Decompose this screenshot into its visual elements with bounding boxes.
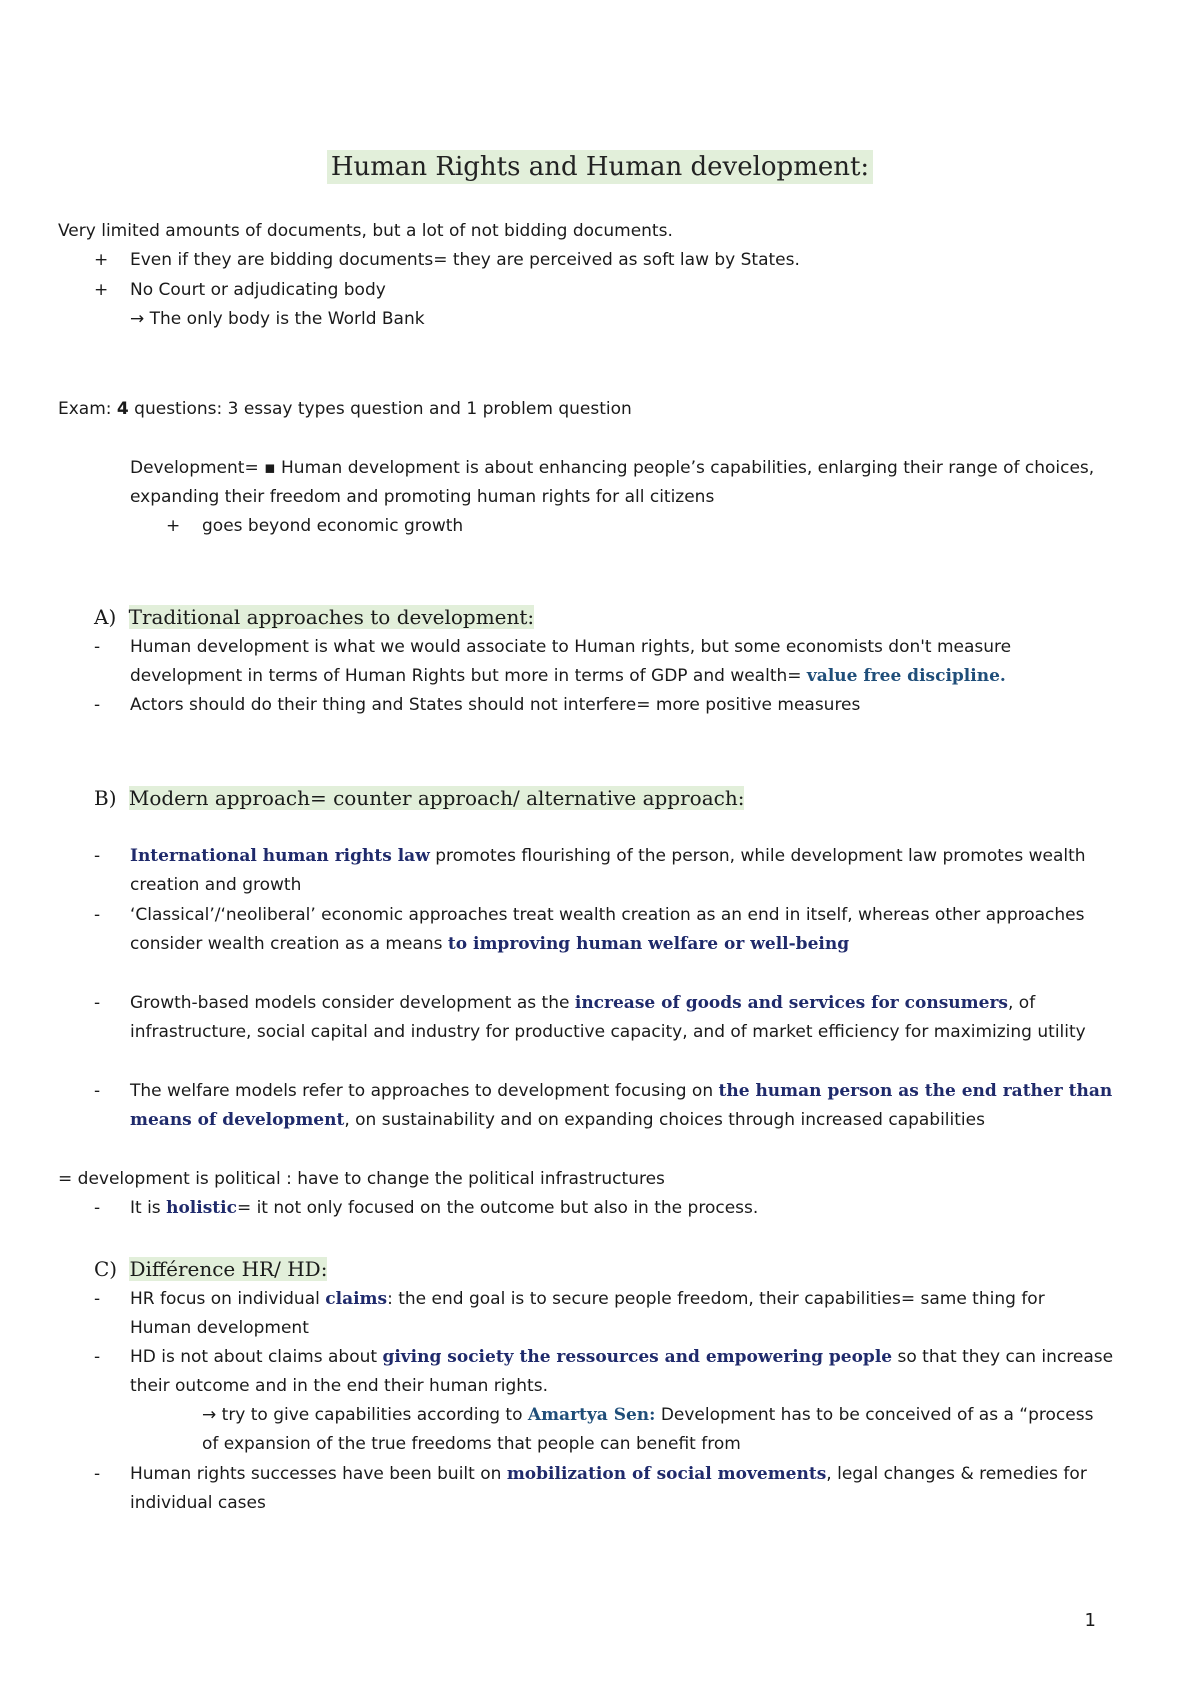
dash-marker: - (94, 1081, 101, 1101)
section-c-item-1-line-1 (130, 1285, 1045, 1314)
section-c-title: Différence HR/ HD: (129, 1257, 328, 1281)
section-c-arrow-line-2: of expansion of the true freedoms that people can benefit from (202, 1434, 741, 1454)
exam-label: Exam: (58, 399, 117, 419)
exam-number: 4 (116, 399, 129, 419)
intro-bullet-1: Even if they are bidding documents= they are perceived as soft law by States. (130, 250, 800, 270)
section-b-item-1-line-2: creation and growth (130, 875, 302, 895)
emphasis: giving society the ressources and empowering people (382, 1347, 893, 1367)
section-b-item-1-line-1 (130, 842, 1086, 871)
section-a-title: Traditional approaches to development: (128, 605, 535, 629)
section-b-item-3-line-2: infrastructure, social capital and industry for productive capacity, and of market efficiency for maximizing utility (130, 1022, 1086, 1042)
page-title: Human Rights and Human development: (327, 150, 873, 184)
intro-bullet-2: No Court or adjudicating body (130, 280, 386, 300)
section-a-heading (94, 603, 534, 631)
section-c-item-2-line-2: their outcome and in the end their human rights. (130, 1376, 548, 1396)
dash-marker: - (94, 846, 101, 866)
emphasis: Amartya Sen: (527, 1405, 656, 1425)
section-b-title: Modern approach= counter approach/ alternative approach: (128, 786, 745, 810)
section-b-item-3-line-1 (130, 989, 1035, 1018)
text: , on sustainability and on expanding choices through increased capabilities (344, 1110, 985, 1130)
bullet-plus: + (166, 516, 181, 536)
bullet-plus: + (94, 280, 109, 300)
text: Growth-based models consider development as the (130, 993, 575, 1013)
dash-marker: - (94, 695, 101, 715)
dash-marker: - (94, 1347, 101, 1367)
section-b-item-2-line-1: ‘Classical’/‘neoliberal’ economic approaches treat wealth creation as an end in itself, whereas other approaches (130, 905, 1085, 925)
text: The welfare models refer to approaches to development focusing on (130, 1081, 719, 1101)
text: → try to give capabilities according to (202, 1405, 528, 1425)
dash-marker: - (94, 905, 101, 925)
section-c-arrow-line-1 (202, 1401, 1093, 1430)
dash-marker: - (94, 1198, 101, 1218)
section-c-heading (94, 1255, 327, 1283)
text: HD is not about claims about (130, 1347, 383, 1367)
title-container (0, 150, 1200, 185)
text: promotes flourishing of the person, while development law promotes wealth (429, 846, 1086, 866)
dash-marker: - (94, 993, 101, 1013)
dash-marker: - (94, 1464, 101, 1484)
text: , of (1008, 993, 1036, 1013)
development-bullet: goes beyond economic growth (202, 516, 464, 536)
emphasis: the human person as the end rather than (718, 1081, 1113, 1101)
dash-marker: - (94, 1289, 101, 1309)
intro-line: Very limited amounts of documents, but a lot of not bidding documents. (58, 221, 673, 241)
section-c-item-2-line-1 (130, 1343, 1113, 1372)
political-line: = development is political : have to change the political infrastructures (58, 1169, 665, 1189)
section-b-item-4-line-1 (130, 1077, 1112, 1106)
text: : the end goal is to secure people freedom, their capabilities= same thing for (387, 1289, 1045, 1309)
text: development in terms of Human Rights but more in terms of GDP and wealth= (130, 666, 807, 686)
emphasis: holistic (166, 1198, 237, 1218)
text: Human rights successes have been built on (130, 1464, 507, 1484)
page-number: 1 (1084, 1610, 1096, 1631)
text: It is (130, 1198, 167, 1218)
emphasis: claims (325, 1289, 388, 1309)
bullet-plus: + (94, 250, 109, 270)
exam-rest: questions: 3 essay types question and 1 problem question (128, 399, 632, 419)
development-line-2: expanding their freedom and promoting human rights for all citizens (130, 487, 715, 507)
exam-line (58, 395, 632, 424)
dash-marker: - (94, 637, 101, 657)
intro-arrow-line: → The only body is the World Bank (130, 309, 425, 329)
emphasis: means of development (130, 1110, 345, 1130)
section-a-item-2: Actors should do their thing and States should not interfere= more positive measures (130, 695, 861, 715)
emphasis: value free discipline. (806, 666, 1006, 686)
section-c-marker: C) (94, 1257, 118, 1281)
emphasis: International human rights law (130, 846, 430, 866)
section-b-heading (94, 784, 744, 812)
text: consider wealth creation as a means (130, 934, 448, 954)
section-a-marker: A) (94, 605, 117, 629)
section-c-item-3-line-2: individual cases (130, 1493, 266, 1513)
section-b-marker: B) (94, 786, 117, 810)
emphasis: mobilization of social movements (506, 1464, 827, 1484)
text: so that they can increase (892, 1347, 1114, 1367)
development-line-1: Development= ▪ Human development is about enhancing people’s capabilities, enlarging their range of choices, (130, 458, 1095, 478)
section-a-item-1-line-1: Human development is what we would associate to Human rights, but some economists don't measure (130, 637, 1012, 657)
political-item (130, 1194, 758, 1223)
text: HR focus on individual (130, 1289, 326, 1309)
text: , legal changes & remedies for (826, 1464, 1087, 1484)
text: = it not only focused on the outcome but also in the process. (236, 1198, 759, 1218)
section-c-item-3-line-1 (130, 1460, 1087, 1489)
section-c-item-1-line-2: Human development (130, 1318, 309, 1338)
section-a-item-1-line-2 (130, 662, 1006, 691)
text: Development has to be conceived of as a “process (655, 1405, 1094, 1425)
emphasis: increase of goods and services for consumers (574, 993, 1008, 1013)
section-b-item-2-line-2 (130, 930, 849, 959)
section-b-item-4-line-2 (130, 1106, 985, 1135)
emphasis: to improving human welfare or well-being (447, 934, 850, 954)
